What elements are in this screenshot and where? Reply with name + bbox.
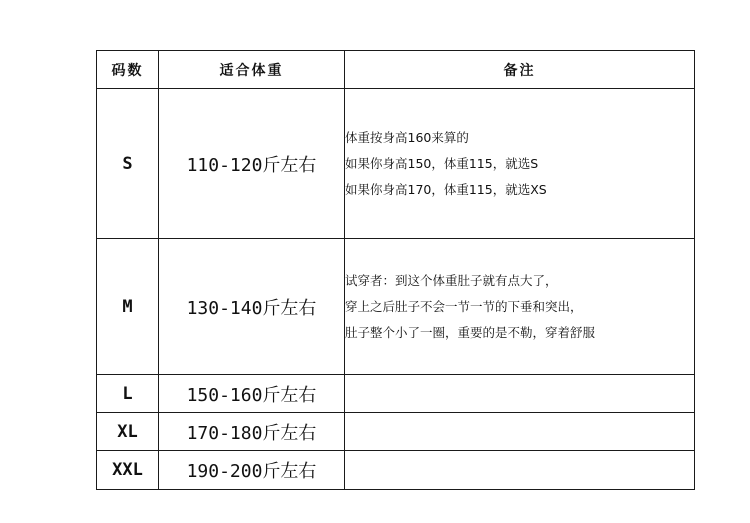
notes-cell: [345, 413, 695, 451]
notes-cell: [345, 451, 695, 490]
weight-cell: 110-120斤左右: [159, 89, 345, 239]
note-line: 如果你身高150，体重115，就选S: [345, 155, 539, 171]
size-cell: XL: [97, 413, 159, 451]
notes-cell: [345, 89, 695, 239]
table-row: [97, 239, 695, 375]
size-cell: S: [97, 89, 159, 239]
weight-cell: 130-140斤左右: [159, 239, 345, 375]
table-row: [97, 375, 695, 413]
notes-cell: [345, 375, 695, 413]
note-line: 穿上之后肚子不会一节一节的下垂和突出，: [345, 298, 583, 314]
note-line: 肚子整个小了一圈，重要的是不勒，穿着舒服: [345, 324, 596, 340]
notes-column-header: 备注: [345, 51, 695, 89]
table-row: [97, 89, 695, 239]
size-cell: XXL: [97, 451, 159, 490]
note-line: 体重按身高160来算的: [345, 129, 469, 145]
table-row: [97, 413, 695, 451]
weight-cell: 190-200斤左右: [159, 451, 345, 490]
weight-column-header: 适合体重: [159, 51, 345, 89]
size-cell: M: [97, 239, 159, 375]
size-chart: [96, 50, 695, 490]
notes-cell: [345, 239, 695, 375]
header-row: [97, 51, 695, 89]
size-cell: L: [97, 375, 159, 413]
size-table: [96, 50, 695, 490]
weight-cell: 150-160斤左右: [159, 375, 345, 413]
note-line: 试穿者：到这个体重肚子就有点大了，: [345, 272, 558, 288]
weight-cell: 170-180斤左右: [159, 413, 345, 451]
size-column-header: 码数: [97, 51, 159, 89]
table-row: [97, 451, 695, 490]
note-line: 如果你身高170，体重115，就选XS: [345, 181, 547, 197]
